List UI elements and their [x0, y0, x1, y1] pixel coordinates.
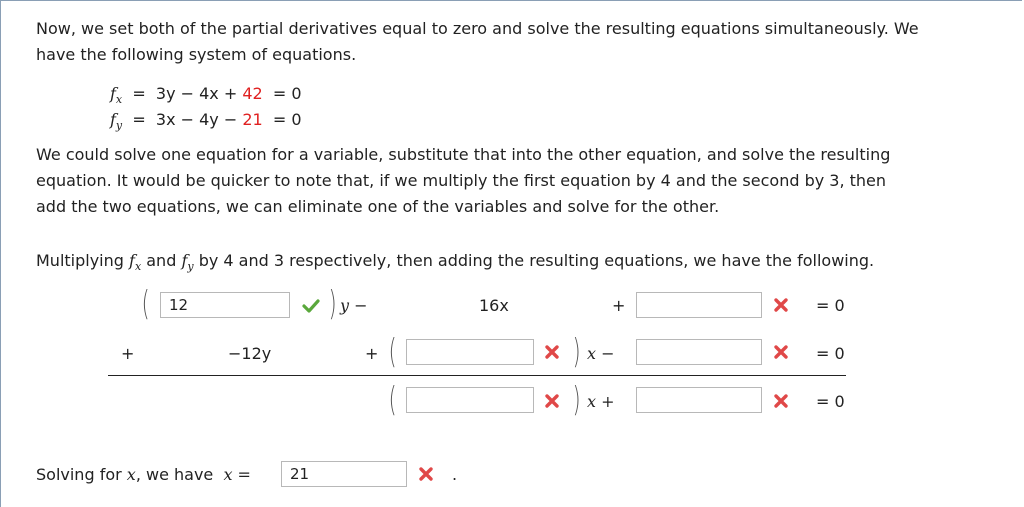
row3-coefficient-input[interactable]	[406, 387, 534, 413]
solve-period: .	[452, 465, 458, 484]
row2-plus: +	[121, 344, 135, 363]
row2-var-x: x −	[587, 344, 615, 363]
row3-constant-input[interactable]	[636, 387, 762, 413]
open-paren: (	[388, 380, 397, 420]
row2-term-12y: −12y	[228, 344, 272, 363]
constant-21: 21	[242, 110, 263, 129]
intro-paragraph	[36, 16, 1001, 68]
row2-plus-2: +	[365, 344, 379, 363]
multiply-sentence: Multiplying $f_x$ and $f_y$ by 4 and 3 respectively, then adding the resulting equations, we have the following.	[36, 251, 875, 273]
explanation-paragraph	[36, 142, 1001, 220]
close-paren: )	[328, 284, 337, 324]
x-mark-icon	[773, 344, 789, 360]
intro-line-1: Now, we set both of the partial derivatives equal to zero and solve the resulting equations simultaneously. We	[36, 19, 919, 38]
explanation-line-2: equation. It would be quicker to note that, if we multiply the first equation by 4 and the second by 3, then	[36, 171, 887, 190]
row2-constant-input[interactable]	[636, 339, 762, 365]
sum-divider-line	[108, 375, 846, 376]
open-paren: (	[141, 284, 150, 324]
row1-coefficient-input[interactable]	[160, 292, 290, 318]
row3-var-x: x +	[587, 392, 615, 411]
row1-term-16x: 16x	[479, 296, 509, 315]
x-mark-icon	[544, 393, 560, 409]
row1-constant-input[interactable]	[636, 292, 762, 318]
solve-sentence: Solving for x, we have x =	[36, 465, 251, 484]
row2-coefficient-input[interactable]	[406, 339, 534, 365]
solve-answer-input[interactable]	[281, 461, 407, 487]
row1-var-y: y −	[340, 296, 368, 315]
open-paren: (	[388, 332, 397, 372]
close-paren: )	[572, 332, 581, 372]
x-mark-icon	[773, 297, 789, 313]
explanation-line-1: We could solve one equation for a variable, substitute that into the other equation, and solve the resulting	[36, 145, 891, 164]
row1-plus: +	[612, 296, 626, 315]
close-paren: )	[572, 380, 581, 420]
x-mark-icon	[773, 393, 789, 409]
row1-rhs: = 0	[816, 296, 845, 315]
intro-line-2: have the following system of equations.	[36, 45, 357, 64]
equation-fy: $f_y = 3x - 4y - 21 = 0$	[110, 110, 302, 132]
x-mark-icon	[418, 466, 434, 482]
row3-rhs: = 0	[816, 392, 845, 411]
checkmark-icon	[302, 298, 320, 314]
explanation-line-3: add the two equations, we can eliminate one of the variables and solve for the other.	[36, 197, 720, 216]
constant-42: 42	[242, 84, 263, 103]
equation-fx: $f_x = 3y - 4x + 42 = 0$	[110, 84, 302, 106]
x-mark-icon	[544, 344, 560, 360]
row2-rhs: = 0	[816, 344, 845, 363]
